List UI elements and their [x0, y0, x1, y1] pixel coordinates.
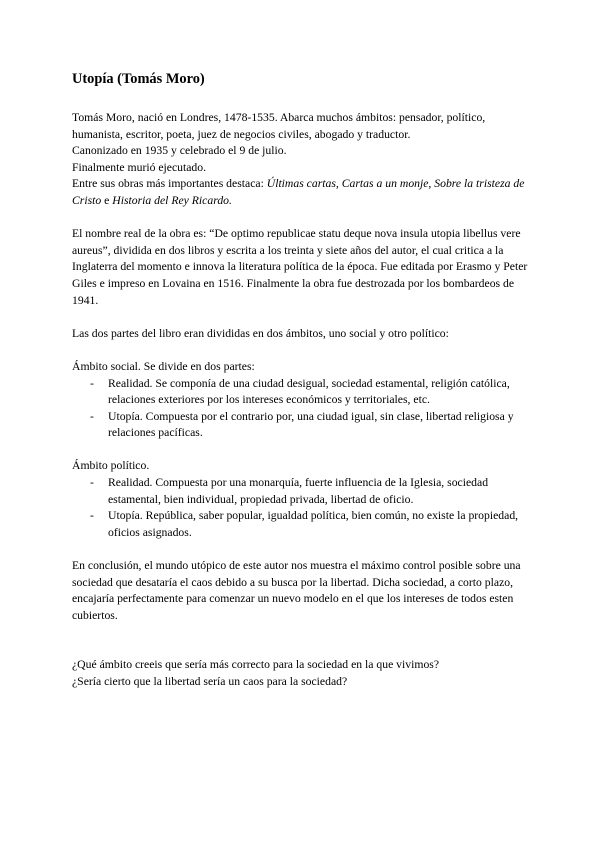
document-title: Utopía (Tomás Moro) [72, 71, 205, 87]
parts-paragraph: Las dos partes del libro eran divididas en dos ámbitos, uno social y otro político: [72, 326, 449, 340]
name-paragraph: El nombre real de la obra es: “De optimo republicae statu deque nova insula utopia libellus vere aureus”, dividida en dos libros y escrita a los treinta y siete años del autor, el cual critica a la Inglaterra del momento e innova la literatura política de la época. Fue editada por Erasmo y Peter Giles e impreso en Lovaina en 1516. Finalmente la obra fue destrozada por los bombardeos de 1941. [72, 227, 528, 307]
conclusion-paragraph: En conclusión, el mundo utópico de este autor nos muestra el máximo control posible sobre una sociedad que desataría el caos debido a su busca por la libertad. Dicha sociedad, a corto plazo, encajaría perfectamente para comenzar un nuevo modelo en el que los intereses de todos esten cubiertos. [72, 559, 521, 622]
question-1: ¿Qué ámbito creeis que sería más correcto para la sociedad en la que vivimos? [72, 658, 440, 672]
question-2: ¿Sería cierto que la libertad sería un caos para la sociedad? [72, 675, 348, 688]
intro-line-2: Canonizado en 1935 y celebrado el 9 de julio. [72, 144, 287, 158]
intro-line-1: Tomás Moro, nació en Londres, 1478-1535. Abarca muchos ámbitos: pensador, político, humanista, escritor, poeta, juez de negocios civiles, abogado y traductor. [72, 111, 486, 141]
dash-bullet: - [90, 376, 94, 390]
works-title-last: Historia del Rey Ricardo. [112, 193, 232, 207]
works-titles: Últimas cartas, Cartas a un monje, Sobre la tristeza de Cristo [72, 177, 525, 207]
dash-bullet: - [90, 409, 94, 423]
works-conjunction: e [101, 193, 113, 207]
dash-bullet: - [90, 509, 94, 523]
list-item-text: Utopía. Compuesta por el contrario por, una ciudad igual, sin clase, libertad religiosa y relaciones pacíficas. [108, 409, 514, 440]
list-item [72, 475, 532, 508]
political-list [72, 475, 532, 541]
social-list [72, 376, 532, 442]
works-prefix: Entre sus obras más importantes destaca: [72, 177, 267, 191]
social-heading: Ámbito social. Se divide en dos partes: [72, 359, 255, 373]
list-item-text: Utopía. República, saber popular, igualdad política, bien común, no existe la propiedad, oficios asignados. [108, 509, 519, 539]
list-item-text: Realidad. Compuesta por una monarquía, fuerte influencia de la Iglesia, sociedad estamental, bien individual, propiedad privada, libertad de oficio. [108, 476, 489, 506]
list-item [72, 508, 532, 541]
document-body [72, 70, 532, 691]
list-item [72, 376, 532, 409]
intro-works [72, 176, 532, 209]
intro-line-3: Finalmente murió ejecutado. [72, 160, 207, 174]
dash-bullet: - [90, 476, 94, 490]
list-item [72, 409, 532, 442]
political-heading: Ámbito político. [72, 459, 150, 473]
list-item-text: Realidad. Se componía de una ciudad desigual, sociedad estamental, religión católica, relaciones exteriores por los intereses económicos y territoriales, etc. [108, 376, 510, 407]
